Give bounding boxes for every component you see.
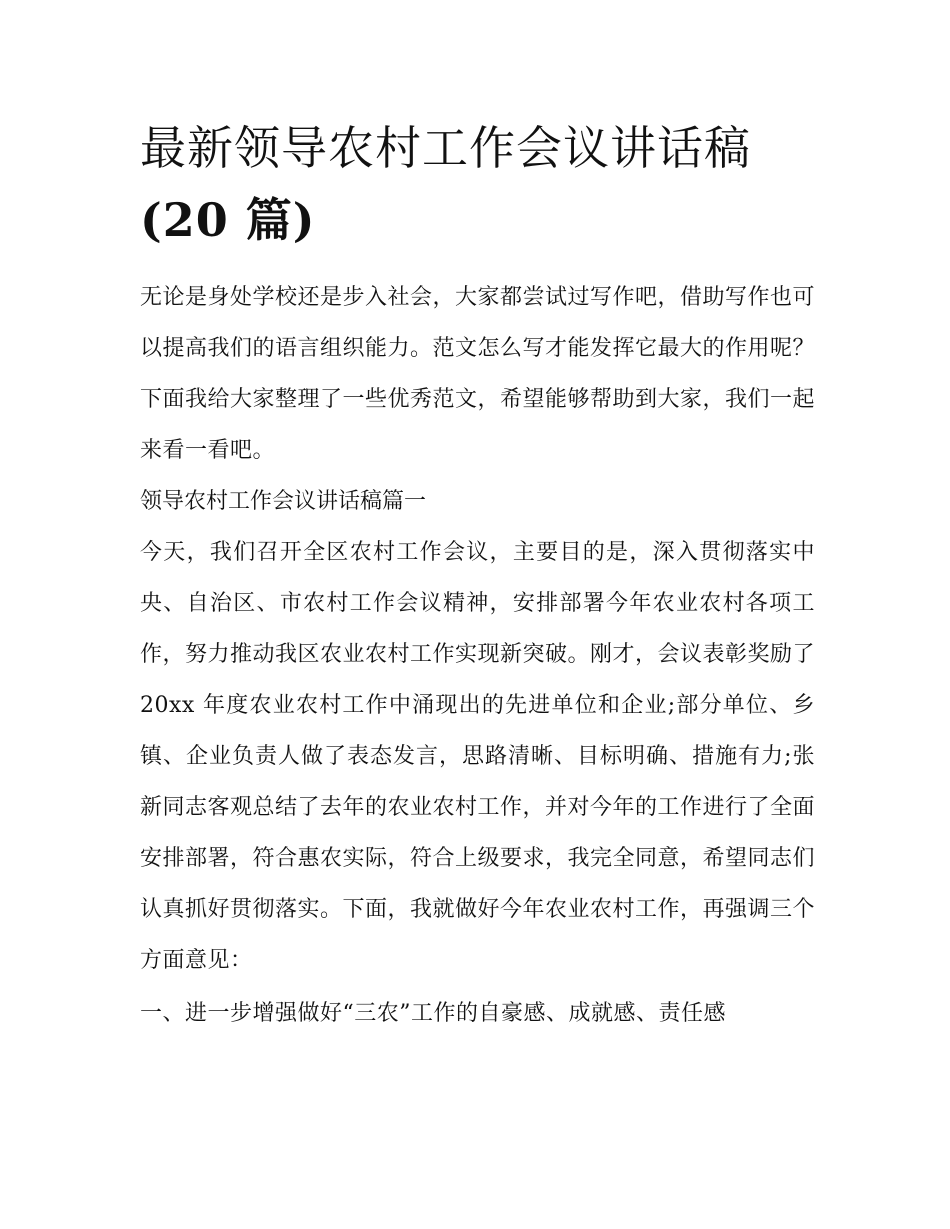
- point-one-heading: 一、进一步增强做好“三农”工作的自豪感、成就感、责任感: [140, 1001, 726, 1026]
- intro-paragraph: 无论是身处学校还是步入社会，大家都尝试过写作吧，借助写作也可以提高我们的语言组织能力。范文怎么写才能发挥它最大的作用呢？下面我给大家整理了一些优秀范文，希望能够帮助到大家，我们一起来看一看吧。: [140, 285, 816, 463]
- document-title: [140, 112, 815, 256]
- title-line-1: 最新领导农村工作会议讲话稿: [140, 121, 751, 175]
- title-line-2: (20 篇): [140, 193, 316, 247]
- section-heading: 领导农村工作会议讲话稿篇一: [140, 489, 427, 514]
- document-page: [140, 112, 815, 1039]
- body-paragraph: 今天，我们召开全区农村工作会议，主要目的是，深入贯彻落实中央、自治区、市农村工作会议精神，安排部署今年农业农村各项工作，努力推动我区农业农村工作实现新突破。刚才，会议表彰奖励了 20xx 年度农业农村工作中涌现出的先进单位和企业;部分单位、乡镇、企业负责人做了表态发言，思路清晰、目标明确、措施有力;张新同志客观总结了去年的农业农村工作，并对今年的工作进行了全面安排部署，符合惠农实际，符合上级要求，我完全同意，希望同志们认真抓好贯彻落实。下面，我就做好今年农业农村工作，再强调三个方面意见：: [140, 540, 816, 973]
